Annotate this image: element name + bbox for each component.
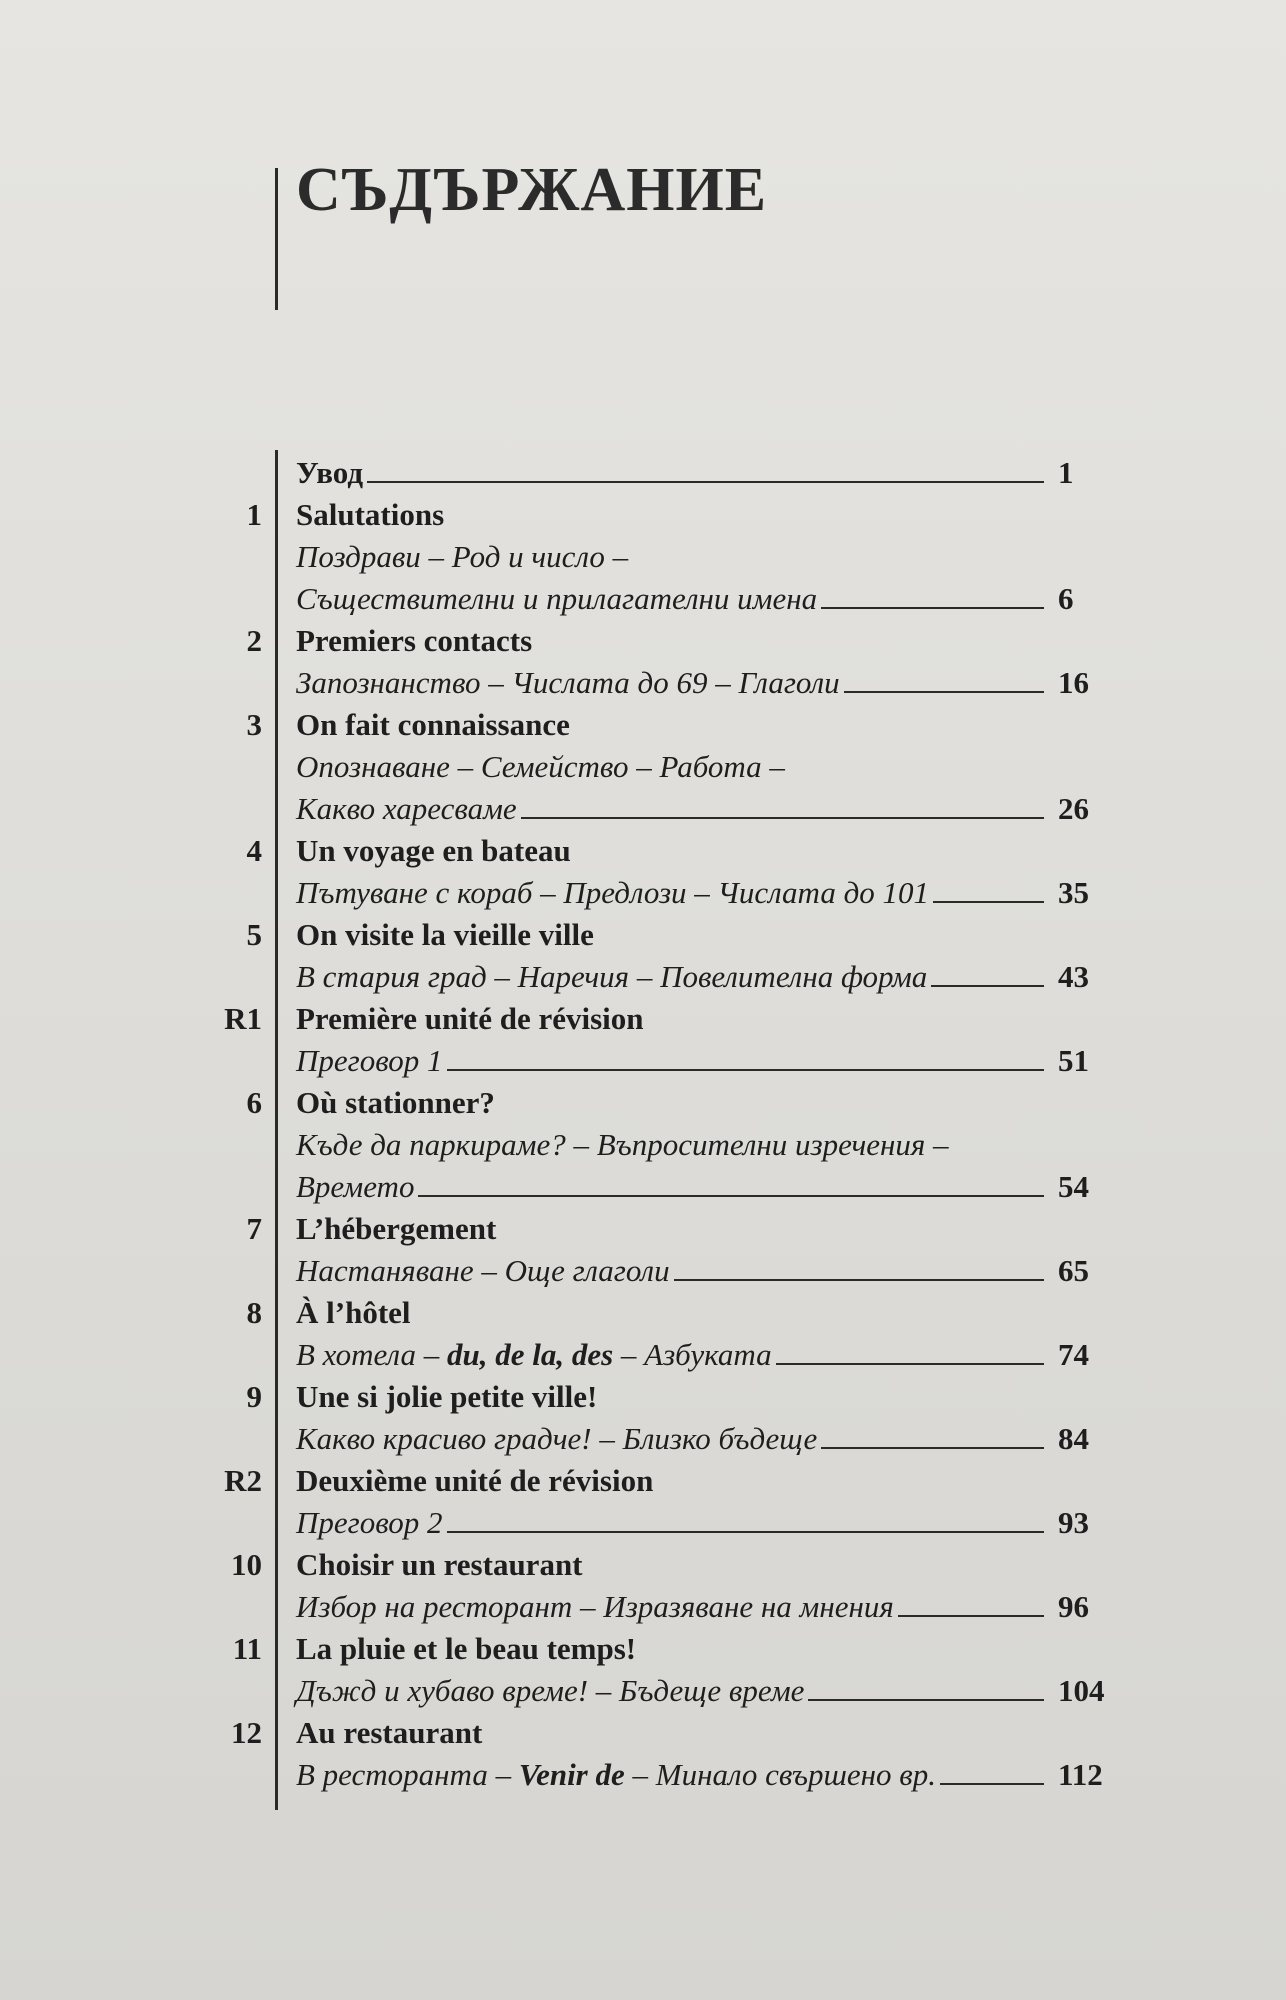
chapter-subtitle: Съществителни и прилагателни имена — [296, 581, 818, 616]
toc-line — [0, 448, 1286, 490]
leader-line — [674, 1279, 1044, 1281]
chapter-title: À l’hôtel — [296, 1295, 411, 1330]
page-number: 35 — [1058, 875, 1089, 910]
chapter-subtitle: Къде да паркираме? – Въпросителни изречения – — [296, 1127, 949, 1162]
toc-line — [0, 1624, 1286, 1666]
page-number: 93 — [1058, 1505, 1089, 1540]
chapter-subtitle: Преговор 2 — [296, 1505, 443, 1540]
toc-entry — [0, 1204, 1286, 1288]
page-number: 65 — [1058, 1253, 1089, 1288]
toc-line — [0, 1750, 1286, 1792]
leader-line — [418, 1195, 1044, 1197]
chapter-title: Première unité de révision — [296, 1001, 644, 1036]
toc-line — [0, 1582, 1286, 1624]
leader-line — [521, 817, 1044, 819]
page-number: 51 — [1058, 1043, 1089, 1078]
chapter-subtitle: Избор на ресторант – Изразяване на мнения — [296, 1589, 894, 1624]
toc-line — [0, 1372, 1286, 1414]
toc-line — [0, 868, 1286, 910]
toc-line — [0, 532, 1286, 574]
chapter-subtitle: Какво красиво градче! – Близко бъдеще — [296, 1421, 818, 1456]
chapter-title: Un voyage en bateau — [296, 833, 571, 868]
toc-line — [0, 1708, 1286, 1750]
chapter-title: Увод — [296, 455, 364, 490]
leader-line — [776, 1363, 1044, 1365]
chapter-subtitle: Настаняване – Още глаголи — [296, 1253, 670, 1288]
chapter-subtitle: В стария град – Наречия – Повелителна форма — [296, 959, 928, 994]
chapter-number: R2 — [224, 1463, 262, 1498]
chapter-number: 6 — [246, 1085, 262, 1120]
toc-line — [0, 742, 1286, 784]
leader-line — [808, 1699, 1044, 1701]
chapter-number: 8 — [246, 1295, 262, 1330]
chapter-number: 1 — [246, 497, 262, 532]
chapter-title: La pluie et le beau temps! — [296, 1631, 637, 1666]
toc-entry — [0, 448, 1286, 490]
page-number: 54 — [1058, 1169, 1089, 1204]
page-number: 1 — [1058, 455, 1074, 490]
toc-line — [0, 490, 1286, 532]
chapter-title: Salutations — [296, 497, 445, 532]
toc-entry — [0, 1078, 1286, 1204]
toc-line — [0, 1288, 1286, 1330]
toc-entry — [0, 1456, 1286, 1540]
chapter-subtitle: Запознанство – Числата до 69 – Глаголи — [296, 665, 840, 700]
chapter-title: On visite la vieille ville — [296, 917, 594, 952]
toc-entry — [0, 1288, 1286, 1372]
toc-entry — [0, 616, 1286, 700]
toc-entry — [0, 1708, 1286, 1792]
chapter-subtitle: Поздрави – Род и число – — [296, 539, 629, 574]
toc-line — [0, 910, 1286, 952]
chapter-title: Deuxième unité de révision — [296, 1463, 654, 1498]
chapter-subtitle: В хотела – du, de la, des – Азбуката — [296, 1337, 772, 1372]
leader-line — [931, 985, 1044, 987]
leader-line — [367, 481, 1044, 483]
toc-entry — [0, 910, 1286, 994]
leader-line — [821, 607, 1044, 609]
leader-line — [447, 1069, 1044, 1071]
toc-line — [0, 994, 1286, 1036]
page-title: СЪДЪРЖАНИЕ — [296, 156, 768, 224]
chapter-number: 2 — [246, 623, 262, 658]
leader-line — [821, 1447, 1044, 1449]
chapter-title: Où stationner? — [296, 1085, 495, 1120]
toc-entry — [0, 994, 1286, 1078]
chapter-title: Au restaurant — [296, 1715, 483, 1750]
page-number: 74 — [1058, 1337, 1089, 1372]
chapter-number: 12 — [231, 1715, 262, 1750]
page-number: 104 — [1058, 1673, 1105, 1708]
toc-line — [0, 700, 1286, 742]
page-number: 26 — [1058, 791, 1089, 826]
toc-line — [0, 952, 1286, 994]
chapter-subtitle: Времето — [296, 1169, 415, 1204]
page-number: 16 — [1058, 665, 1089, 700]
toc-entry — [0, 1624, 1286, 1708]
page-number: 43 — [1058, 959, 1089, 994]
chapter-number: 3 — [246, 707, 262, 742]
toc-line — [0, 1330, 1286, 1372]
leader-line — [447, 1531, 1044, 1533]
toc-line — [0, 1666, 1286, 1708]
toc-line — [0, 1036, 1286, 1078]
toc-line — [0, 784, 1286, 826]
chapter-number: 5 — [246, 917, 262, 952]
chapter-title: On fait connaissance — [296, 707, 570, 742]
toc-line — [0, 616, 1286, 658]
toc-entry — [0, 700, 1286, 826]
toc-entry — [0, 1372, 1286, 1456]
toc-line — [0, 1204, 1286, 1246]
toc-line — [0, 1456, 1286, 1498]
chapter-subtitle: Опознаване – Семейство – Работа – — [296, 749, 785, 784]
chapter-number: 4 — [246, 833, 262, 868]
page-number: 112 — [1058, 1757, 1103, 1792]
page-number: 6 — [1058, 581, 1074, 616]
chapter-number: R1 — [224, 1001, 262, 1036]
leader-line — [844, 691, 1044, 693]
chapter-number: 9 — [246, 1379, 262, 1414]
chapter-subtitle: Какво харесваме — [296, 791, 517, 826]
chapter-subtitle: Дъжд и хубаво време! – Бъдеще време — [296, 1673, 805, 1708]
toc-entry — [0, 826, 1286, 910]
chapter-subtitle: Пътуване с кораб – Предлози – Числата до 101 — [296, 875, 930, 910]
leader-line — [933, 901, 1044, 903]
toc-line — [0, 1162, 1286, 1204]
page-number: 96 — [1058, 1589, 1089, 1624]
chapter-subtitle: В ресторанта – Venir de – Минало свършено вр. — [296, 1757, 937, 1792]
leader-line — [898, 1615, 1044, 1617]
chapter-number: 7 — [246, 1211, 262, 1246]
chapter-title: Choisir un restaurant — [296, 1547, 583, 1582]
chapter-title: Une si jolie petite ville! — [296, 1379, 598, 1414]
toc-line — [0, 574, 1286, 616]
chapter-title: L’hébergement — [296, 1211, 497, 1246]
leader-line — [940, 1783, 1044, 1785]
toc-line — [0, 1540, 1286, 1582]
toc-line — [0, 1498, 1286, 1540]
page-number: 84 — [1058, 1421, 1089, 1456]
chapter-number: 11 — [232, 1631, 262, 1666]
chapter-subtitle: Преговор 1 — [296, 1043, 443, 1078]
toc-line — [0, 1120, 1286, 1162]
table-of-contents — [0, 448, 1286, 1792]
toc-entry — [0, 490, 1286, 616]
toc-line — [0, 1246, 1286, 1288]
title-rule — [275, 168, 278, 310]
toc-entry — [0, 1540, 1286, 1624]
toc-line — [0, 658, 1286, 700]
chapter-number: 10 — [231, 1547, 262, 1582]
toc-line — [0, 1414, 1286, 1456]
chapter-title: Premiers contacts — [296, 623, 533, 658]
toc-line — [0, 826, 1286, 868]
toc-line — [0, 1078, 1286, 1120]
